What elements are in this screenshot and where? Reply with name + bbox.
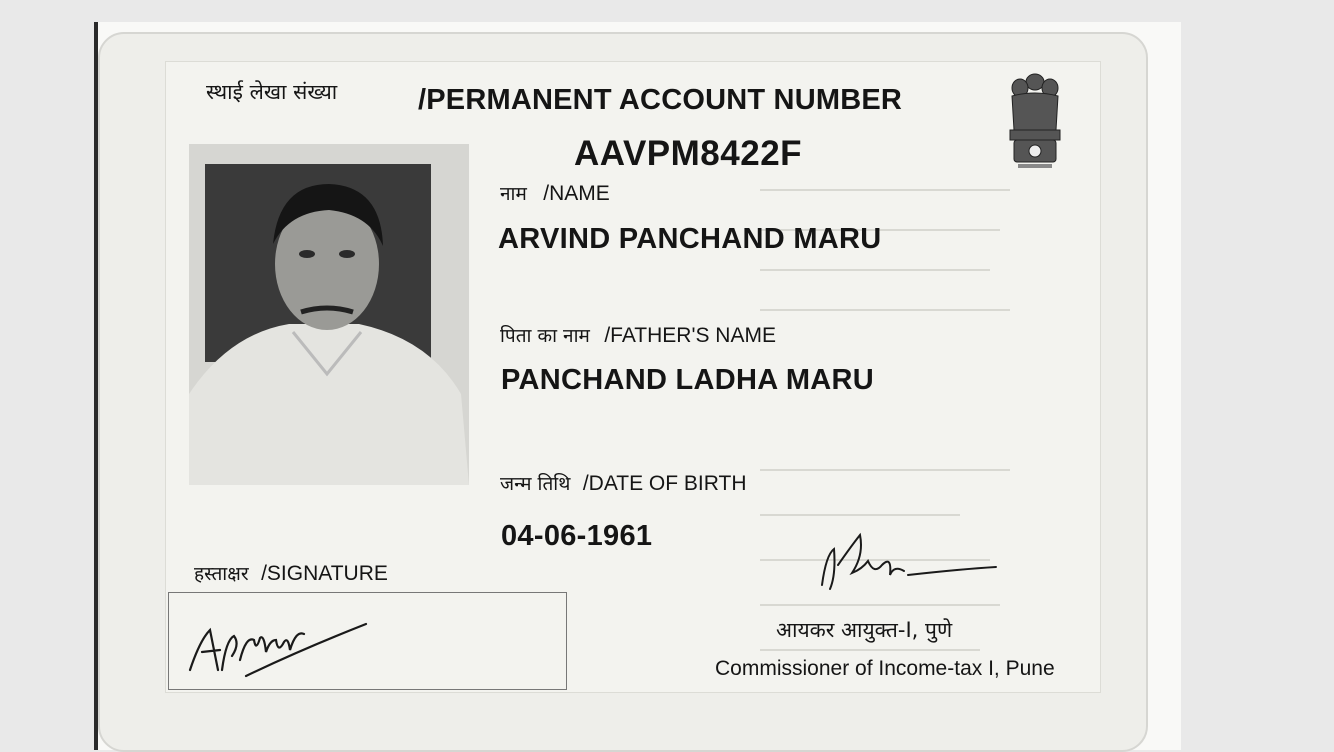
holder-signature-image bbox=[180, 600, 380, 680]
dob-label-english: /DATE OF BIRTH bbox=[582, 472, 747, 495]
holder-photo bbox=[189, 144, 469, 485]
signature-label-english: /SIGNATURE bbox=[261, 562, 388, 585]
issuer-title-english: Commissioner of Income-tax I, Pune bbox=[715, 657, 1055, 680]
commissioner-signature-image bbox=[812, 525, 1004, 600]
portrait-image bbox=[189, 144, 469, 485]
dob-label bbox=[500, 470, 747, 496]
signature-label bbox=[194, 560, 388, 586]
state-emblem-icon bbox=[1002, 68, 1068, 178]
name-label-english: /NAME bbox=[543, 182, 610, 205]
dob-value: 04-06-1961 bbox=[501, 520, 653, 552]
heading-hindi: स्थाई लेखा संख्या bbox=[206, 80, 338, 104]
pan-number: AAVPM8422F bbox=[574, 134, 803, 173]
name-value: ARVIND PANCHAND MARU bbox=[498, 223, 882, 255]
father-name-label bbox=[500, 322, 776, 348]
name-label-hindi: नाम bbox=[500, 183, 527, 205]
name-label bbox=[500, 180, 610, 206]
issuer-title-hindi: आयकर आयुक्त-I, पुणे bbox=[776, 618, 953, 642]
signature-label-hindi: हस्ताक्षर bbox=[194, 563, 249, 585]
father-name-label-hindi: पिता का नाम bbox=[500, 325, 590, 347]
dob-label-hindi: जन्म तिथि bbox=[500, 473, 571, 495]
father-name-label-english: /FATHER'S NAME bbox=[604, 324, 776, 347]
heading-english: /PERMANENT ACCOUNT NUMBER bbox=[418, 84, 903, 116]
father-name-value: PANCHAND LADHA MARU bbox=[501, 364, 875, 396]
